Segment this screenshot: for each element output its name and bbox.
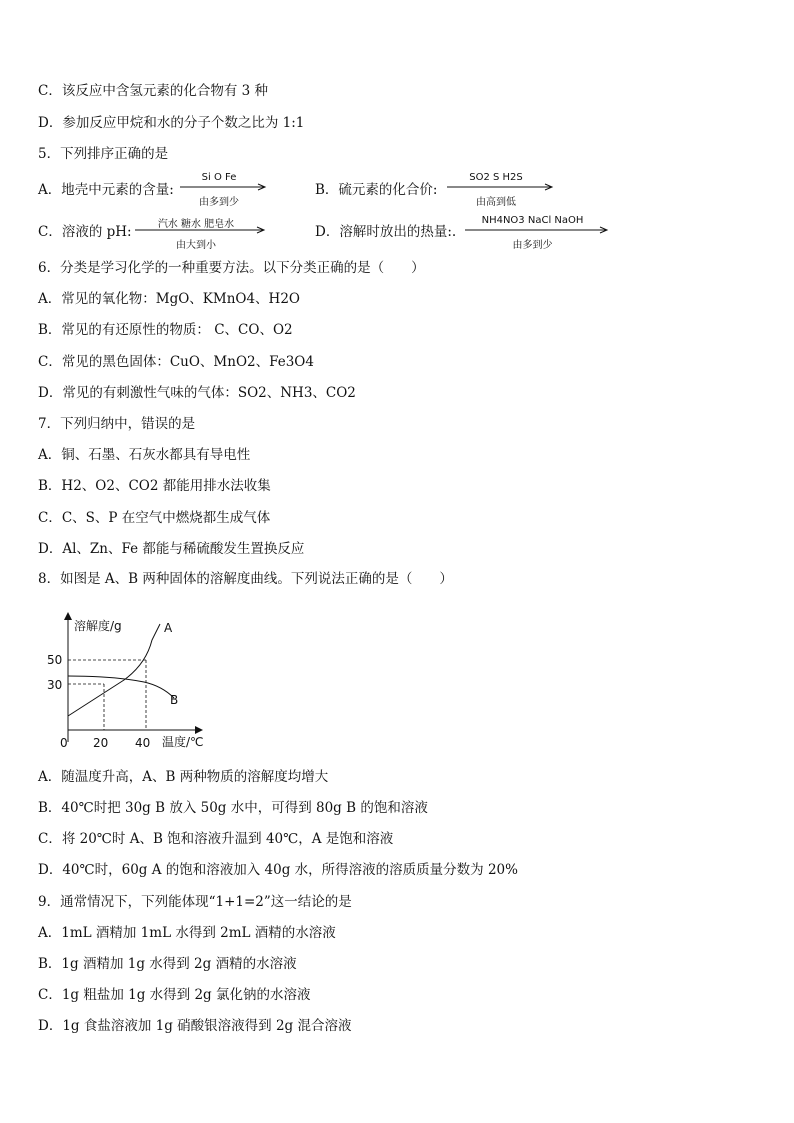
q5d-arrow-bottom: 由多到少 bbox=[512, 240, 553, 251]
q5-stem: 5．下列排序正确的是 bbox=[38, 146, 169, 162]
x-axis-arrow-icon bbox=[195, 726, 203, 734]
q5a-arrow-top: Si O Fe bbox=[201, 172, 237, 183]
x-tick-40: 40 bbox=[135, 736, 151, 750]
arrow-icon bbox=[135, 226, 267, 234]
y-tick-50: 50 bbox=[47, 653, 63, 667]
q5b-arrow-top: SO2 S H2S bbox=[469, 172, 523, 183]
curve-b bbox=[68, 676, 174, 698]
q5c-arrow bbox=[135, 215, 267, 249]
q6-option-a: A．常见的氧化物：MgO、KMnO4、H2O bbox=[38, 291, 300, 307]
q8-option-a: A．随温度升高，A、B 两种物质的溶解度均增大 bbox=[38, 769, 329, 785]
q8-option-b: B．40℃时把 30g B 放入 50g 水中，可得到 80g B 的饱和溶液 bbox=[38, 800, 428, 816]
q5-option-d: D．溶解时放出的热量:. bbox=[315, 224, 457, 240]
q4-option-d: D．参加反应甲烷和水的分子个数之比为 1:1 bbox=[38, 115, 305, 131]
q7-option-c: C．C、S、P 在空气中燃烧都生成气体 bbox=[38, 510, 271, 526]
q5b-arrow bbox=[447, 172, 555, 206]
q5a-arrow-bottom: 由多到少 bbox=[199, 197, 239, 208]
q5-option-c: C．溶液的 pH: bbox=[38, 224, 132, 240]
q5d-arrow-top: NH4NO3 NaCl NaOH bbox=[481, 215, 584, 226]
y-axis-label: 溶解度/g bbox=[74, 619, 122, 633]
q7-option-a: A．铜、石墨、石灰水都具有导电性 bbox=[38, 447, 251, 463]
q5c-arrow-bottom: 由大到小 bbox=[176, 240, 216, 251]
y-tick-30: 30 bbox=[47, 678, 63, 692]
q6-stem: 6．分类是学习化学的一种重要方法。以下分类正确的是（ ） bbox=[38, 260, 425, 276]
q9-option-d: D．1g 食盐溶液加 1g 硝酸银溶液得到 2g 混合溶液 bbox=[38, 1018, 352, 1034]
q5d-arrow bbox=[465, 215, 610, 249]
arrow-icon bbox=[465, 226, 610, 234]
q6-option-b: B．常见的有还原性的物质： C、CO、O2 bbox=[38, 322, 293, 338]
q8-option-c: C．将 20℃时 A、B 饱和溶液升温到 40℃，A 是饱和溶液 bbox=[38, 831, 394, 847]
arrow-icon bbox=[180, 183, 268, 191]
q5c-arrow-top: 汽水 糖水 肥皂水 bbox=[157, 219, 235, 230]
curve-a-label: A bbox=[164, 621, 173, 635]
q7-option-b: B．H2、O2、CO2 都能用排水法收集 bbox=[38, 478, 271, 494]
q4-option-c: C．该反应中含氢元素的化合物有 3 种 bbox=[38, 83, 269, 99]
q9-option-a: A．1mL 酒精加 1mL 水得到 2mL 酒精的水溶液 bbox=[38, 925, 336, 941]
q8-stem: 8．如图是 A、B 两种固体的溶解度曲线。下列说法正确的是（ ） bbox=[38, 571, 453, 587]
x-tick-20: 20 bbox=[93, 736, 109, 750]
q7-option-d: D．Al、Zn、Fe 都能与稀硫酸发生置换反应 bbox=[38, 541, 305, 557]
origin-label: 0 bbox=[60, 736, 68, 750]
q9-stem: 9．通常情况下，下列能体现“1+1=2”这一结论的是 bbox=[38, 894, 352, 910]
q9-option-b: B．1g 酒精加 1g 水得到 2g 酒精的水溶液 bbox=[38, 956, 297, 972]
solubility-curve-graph bbox=[44, 612, 224, 757]
q5b-arrow-bottom: 由高到低 bbox=[476, 197, 516, 208]
y-axis-arrow-icon bbox=[64, 612, 72, 620]
q5-option-a: A．地壳中元素的含量: bbox=[38, 182, 174, 198]
q6-option-c: C．常见的黑色固体：CuO、MnO2、Fe3O4 bbox=[38, 354, 314, 370]
q5a-arrow bbox=[180, 172, 268, 206]
arrow-icon bbox=[447, 183, 555, 191]
q9-option-c: C．1g 粗盐加 1g 水得到 2g 氯化钠的水溶液 bbox=[38, 987, 311, 1003]
x-axis-label: 温度/℃ bbox=[162, 735, 204, 749]
curve-b-label: B bbox=[170, 693, 179, 707]
q8-option-d: D．40℃时，60g A 的饱和溶液加入 40g 水，所得溶液的溶质质量分数为 20% bbox=[38, 862, 518, 878]
q7-stem: 7．下列归纳中，错误的是 bbox=[38, 416, 196, 432]
q6-option-d: D．常见的有刺激性气味的气体：SO2、NH3、CO2 bbox=[38, 385, 356, 401]
q5-option-b: B．硫元素的化合价: bbox=[315, 182, 438, 198]
